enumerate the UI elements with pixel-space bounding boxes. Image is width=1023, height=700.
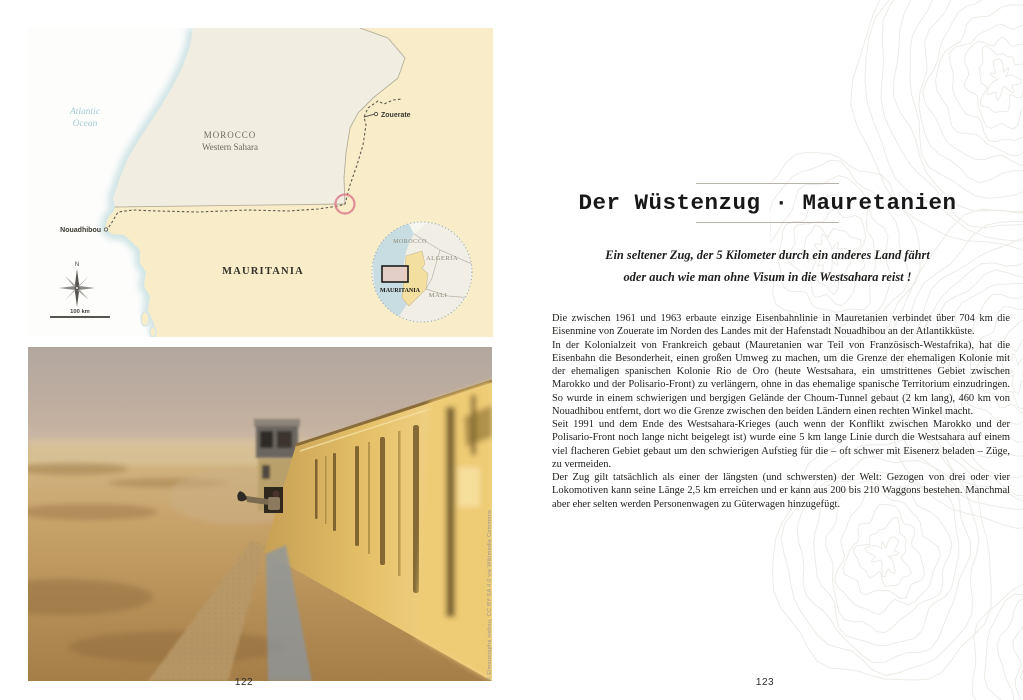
coastal-island (150, 327, 156, 337)
zouerate-label: Zouerate (381, 112, 411, 119)
paragraph-4: Der Zug gilt tatsächlich als einer der längsten (und schwersten) der Welt: Gezogen von drei oder vier Lokomotiven kann seine Länge 2,5 km erreichen und er kann aus 200 bis 210 Waggons bestehen. Manchmal aber eher selten werden Personenwagen zu Güterwagen hinzugefügt. (552, 472, 1010, 510)
nouadhibou-marker (104, 228, 107, 231)
paragraph-3: Seit 1991 und dem Ende des Westsahara-Krieges (auch wenn der Konflikt zwischen Marokko und der Polisario-Front noch lange nicht beigelegt ist) wurde eine 5 km lange Linie durch die Westsahara auf einem viel flacheren Gebiet gebaut um den schwierigen Aufstieg für die – oft schwer mit Eisenerz beladen – Züge, zu vermeiden. (552, 419, 1010, 470)
scale-label: 100 km (70, 309, 90, 315)
mauritania-railway-map (28, 28, 493, 337)
desert-train-photo (28, 347, 492, 681)
atlantic-ocean-label-line2: Ocean (72, 119, 98, 129)
inset-algeria-label: ALGERIA (425, 255, 459, 262)
western-sahara-label: Western Sahara (202, 142, 258, 152)
mauritania-label: MAURITANIA (222, 266, 304, 277)
subtitle (512, 245, 1023, 288)
paragraph-1: Die zwischen 1961 und 1963 erbaute einzige Eisenbahnlinie in Mauretanien verbindet über 704 km die Eisenmine von Zouerate im Norden des Landes mit der Hafenstadt Nouadhibou an der Atlantikküste. (552, 313, 1010, 338)
page-number-right: 123 (755, 677, 775, 688)
subtitle-line2: oder auch wie man ohne Visum in die Westsahara reist ! (623, 269, 912, 284)
nouadhibou-label: Nouadhibou (60, 227, 101, 234)
atlantic-ocean-label-line1: Atlantic (69, 107, 101, 117)
inset-highlight-fill (382, 266, 408, 282)
page-number-left: 122 (234, 677, 254, 688)
zouerate-marker (374, 112, 377, 115)
photo-credit: © Elmoustapha ivekou, CC BY-SA 4.0 via Wikimedia Commons (487, 509, 493, 681)
subtitle-line1: Ein seltener Zug, der 5 Kilometer durch ein anderes Land fährt (605, 248, 930, 262)
page-title: Der Wüstenzug · Mauretanien (578, 190, 957, 216)
inset-mauritania-label: MAURITANIA (380, 288, 420, 294)
body-text (552, 312, 1010, 511)
inset-mali-label: MALI (428, 292, 448, 299)
title-rule-bottom (696, 222, 839, 223)
inset-morocco-label: MOROCCO (393, 239, 427, 245)
title-rule-top (696, 183, 839, 184)
compass-north-label: N (74, 262, 80, 268)
coastal-island (141, 312, 149, 326)
morocco-label: MOROCCO (203, 130, 257, 140)
paragraph-2: In der Kolonialzeit von Frankreich gebaut (Mauretanien war Teil von Französisch-Westafrika), hat die Eisenbahn die Besonderheit, einen großen Umweg zu machen, um die Grenze der ehemaligen Kolonie mit der ehemaligen spanischen Kolonie Rio de Oro (heute Westsahara, ein umstrittenes Gebiet zwischen Marokko und der Polisario-Front) zu verlängern, ohne in das ehemalige spanische Territorium einzudringen. So wurde in einem schwierigen und bergigen Gelände der Choum-Tunnel gebaut (2 km lang), 460 km von Nouadhibou entfernt, dort wo die Grenze zwischen den beiden Ländern einen rechten Winkel macht. (552, 339, 1010, 417)
